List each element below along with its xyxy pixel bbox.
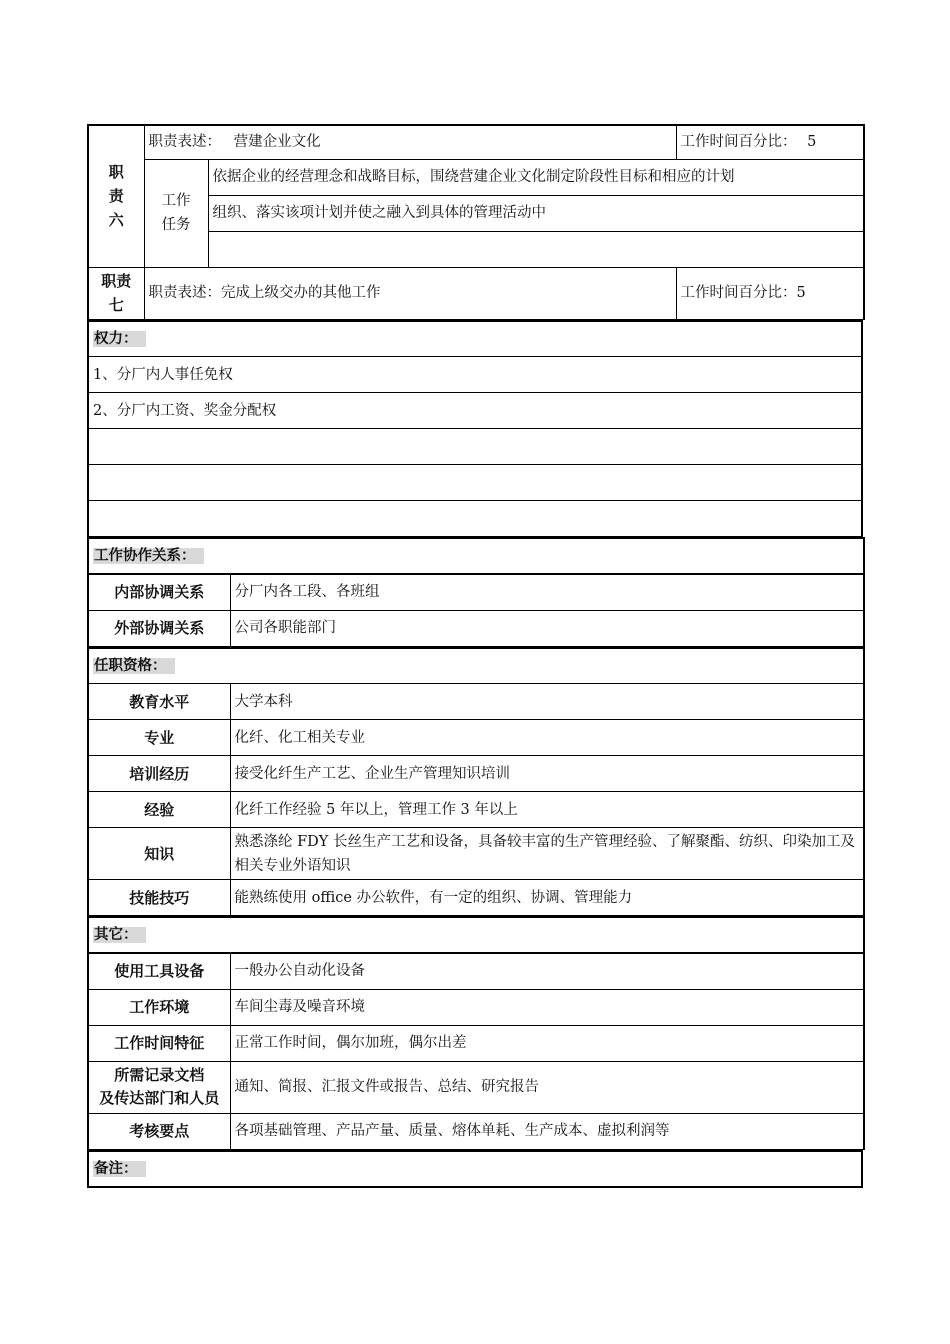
duty7-pct-value: 5: [796, 285, 806, 301]
authority-item: 2、分厂内工资、奖金分配权: [88, 393, 862, 429]
knowledge-value: 熟悉涤纶 FDY 长丝生产工艺和设备，具备较丰富的生产管理经验、了解聚酯、纺织、印染加工及相关专业外语知识: [230, 828, 864, 880]
knowledge-label: 知识: [88, 828, 230, 880]
authority-table: [87, 320, 863, 538]
skills-label: 技能技巧: [88, 880, 230, 916]
duty6-desc-text: 营建企业文化: [233, 134, 321, 151]
experience-value: 化纤工作经验 5 年以上，管理工作 3 年以上: [230, 792, 864, 828]
remarks-heading: 备注：: [88, 1151, 862, 1187]
duty7-percentage: [676, 267, 864, 319]
external-coordination-label: 外部协调关系: [88, 610, 230, 646]
work-time-label: 工作时间特征: [88, 1025, 230, 1061]
duty6-task-1: 依据企业的经营理念和战略目标，围绕营建企业文化制定阶段性目标和相应的计划: [208, 159, 864, 195]
documents-label: 所需记录文档 及传达部门和人员: [88, 1061, 230, 1113]
assessment-value: 各项基础管理、产品产量、质量、熔体单耗、生产成本、虚拟利润等: [230, 1113, 864, 1149]
cooperation-table: [87, 537, 865, 647]
duty6-pct-label: 工作时间百分比：: [680, 134, 797, 151]
skills-value: 能熟练使用 office 办公软件，有一定的组织、协调、管理能力: [230, 880, 864, 916]
environment-label: 工作环境: [88, 989, 230, 1025]
qualification-heading: 任职资格：: [88, 648, 864, 684]
duty6-pct-value: 5: [807, 134, 817, 151]
education-value: 大学本科: [230, 684, 864, 720]
duty6-label: 职 责 六: [88, 125, 144, 267]
duty7-desc-label: 职责表述：: [148, 285, 221, 301]
experience-label: 经验: [88, 792, 230, 828]
education-label: 教育水平: [88, 684, 230, 720]
other-heading: 其它：: [88, 917, 864, 953]
internal-coordination-label: 内部协调关系: [88, 574, 230, 610]
cooperation-heading: 工作协作关系：: [88, 538, 864, 574]
major-label: 专业: [88, 720, 230, 756]
assessment-label: 考核要点: [88, 1113, 230, 1149]
duty6-description: [144, 125, 676, 159]
qualification-table: [87, 647, 865, 917]
authority-item: [88, 465, 862, 501]
authority-item: [88, 429, 862, 465]
remarks-table: [87, 1150, 863, 1188]
duty7-desc-text: 完成上级交办的其他工作: [221, 285, 381, 301]
authority-item: [88, 501, 862, 537]
tools-label: 使用工具设备: [88, 953, 230, 989]
duty6-task-3: [208, 231, 864, 267]
duty6-percentage: [676, 125, 864, 159]
training-value: 接受化纤生产工艺、企业生产管理知识培训: [230, 756, 864, 792]
work-time-value: 正常工作时间，偶尔加班，偶尔出差: [230, 1025, 864, 1061]
training-label: 培训经历: [88, 756, 230, 792]
duty7-label: 职责 七: [88, 267, 144, 319]
other-table: [87, 916, 865, 1150]
external-coordination-value: 公司各职能部门: [230, 610, 864, 646]
internal-coordination-value: 分厂内各工段、各班组: [230, 574, 864, 610]
duty6-task-label: 工作 任务: [144, 159, 208, 267]
major-value: 化纤、化工相关专业: [230, 720, 864, 756]
duty7-pct-label: 工作时间百分比：: [680, 285, 797, 301]
authority-heading: 权力：: [88, 321, 862, 357]
job-description-page: [87, 124, 863, 1188]
duty6-task-2: 组织、落实该项计划并使之融入到具体的管理活动中: [208, 195, 864, 231]
duty7-description: [144, 267, 676, 319]
duties-table: [87, 124, 865, 320]
duty6-desc-label: 职责表述：: [148, 134, 221, 151]
authority-item: 1、分厂内人事任免权: [88, 357, 862, 393]
environment-value: 车间尘毒及噪音环境: [230, 989, 864, 1025]
tools-value: 一般办公自动化设备: [230, 953, 864, 989]
documents-value: 通知、简报、汇报文件或报告、总结、研究报告: [230, 1061, 864, 1113]
